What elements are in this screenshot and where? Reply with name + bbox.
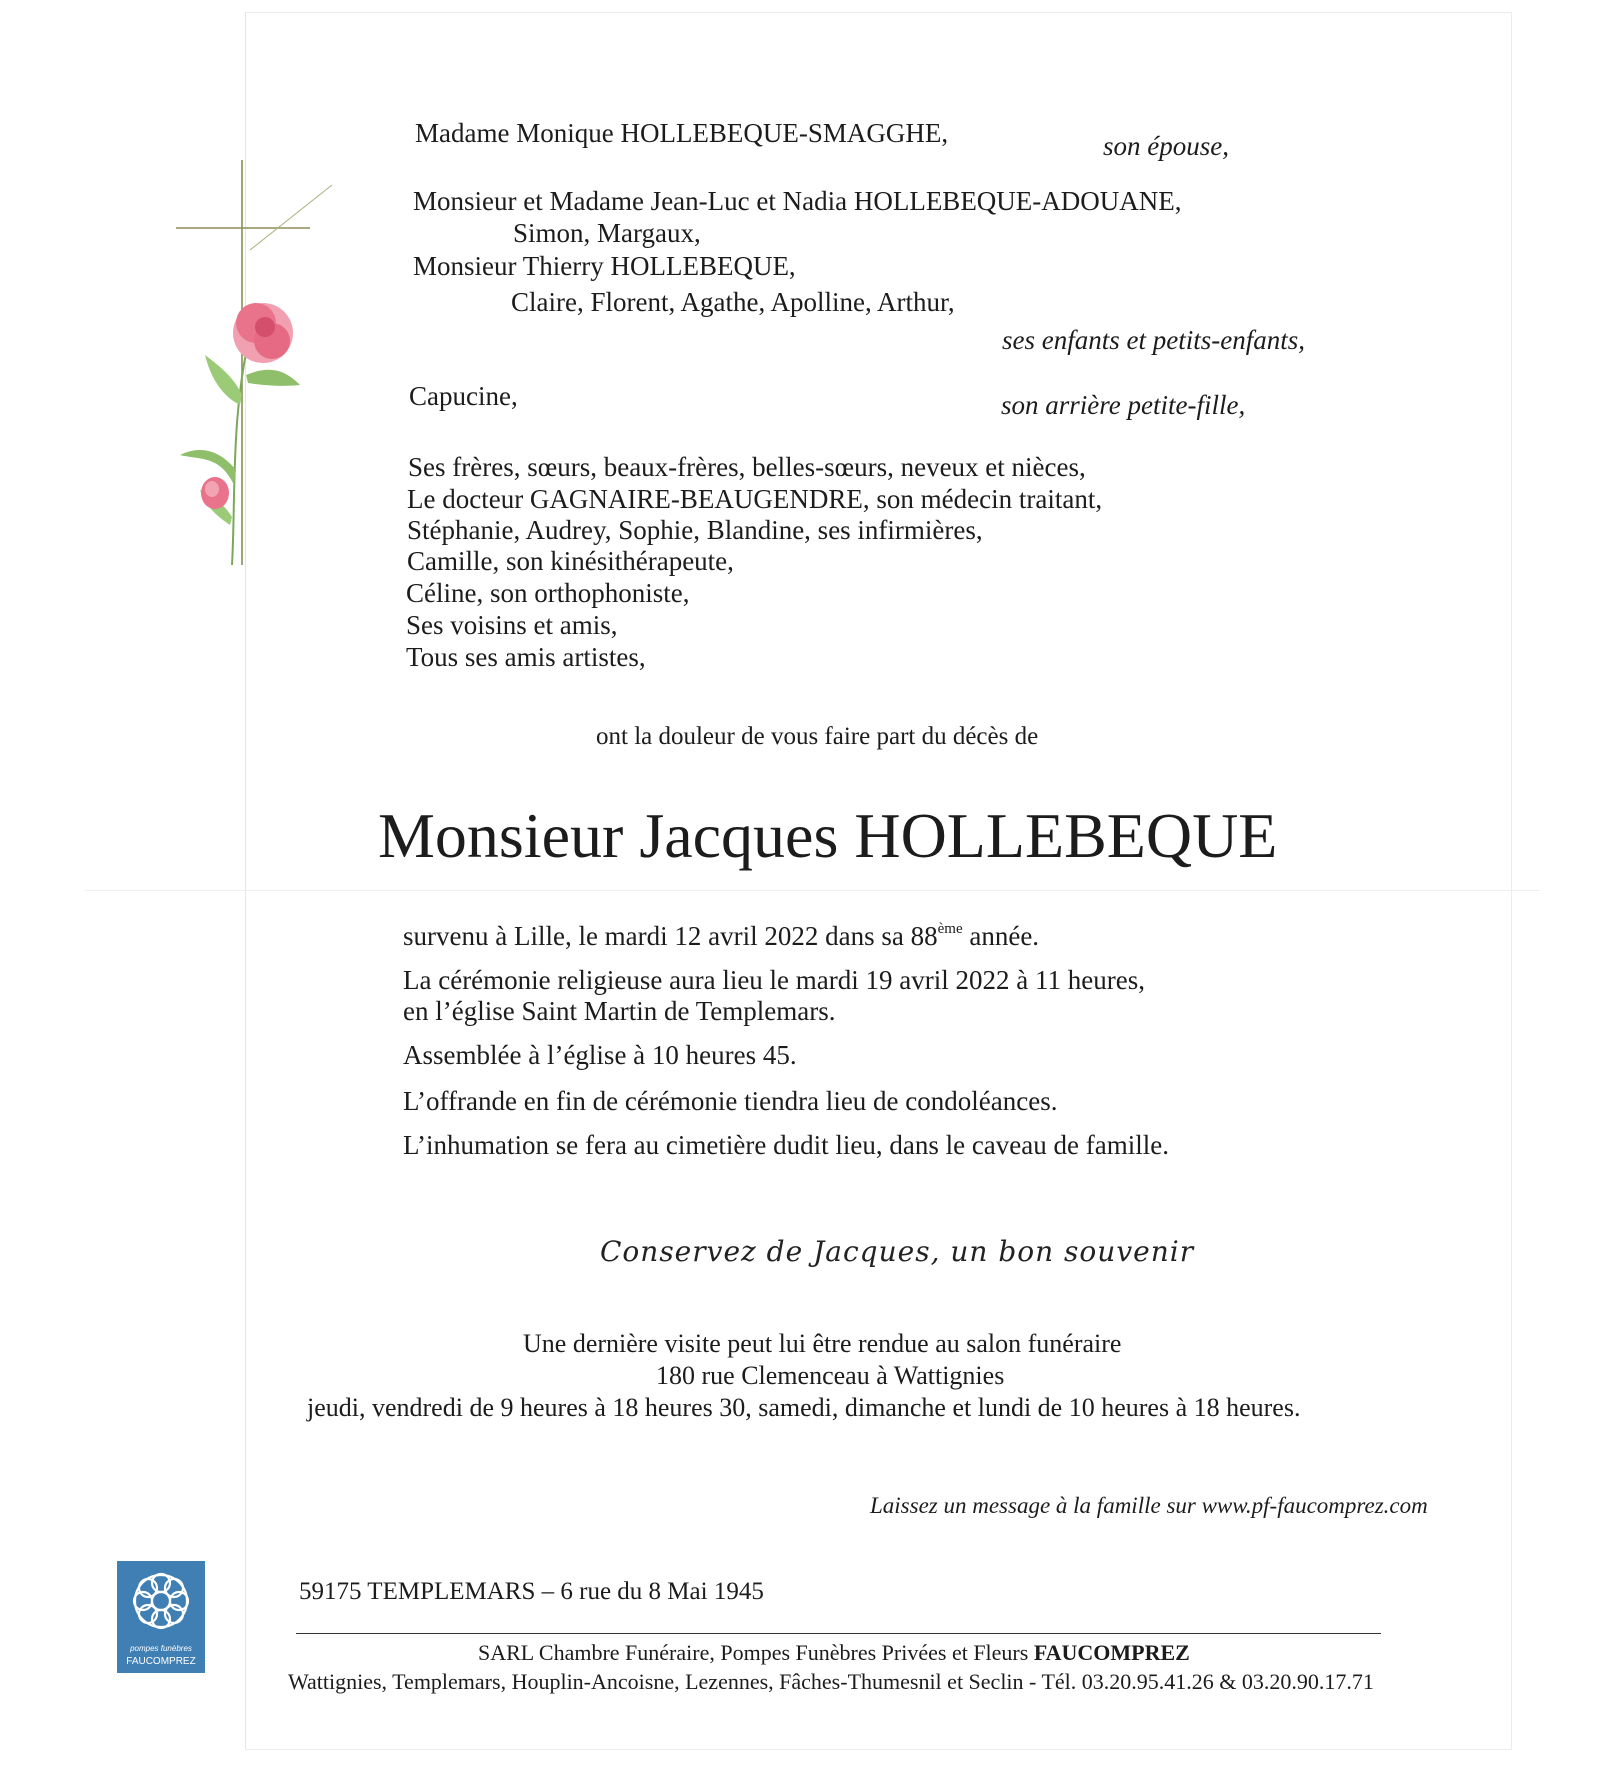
others-line: Céline, son orthophoniste, xyxy=(406,578,690,608)
ordinal-suffix: ème xyxy=(937,921,963,937)
assembly-time: Assemblée à l’église à 10 heures 45. xyxy=(403,1040,797,1070)
fold-line xyxy=(85,890,1540,891)
ceremony-location: en l’église Saint Martin de Templemars. xyxy=(403,996,836,1026)
burial-note: L’inhumation se fera au cimetière dudit lieu, dans le caveau de famille. xyxy=(403,1130,1169,1160)
others-line: Camille, son kinésithérapeute, xyxy=(407,546,734,576)
announcement: ont la douleur de vous faire part du décès de xyxy=(596,723,1039,750)
children-role: ses enfants et petits-enfants, xyxy=(1002,325,1305,355)
others-line: Ses frères, sœurs, beaux-frères, belles-sœurs, neveux et nièces, xyxy=(408,452,1086,482)
visit-line: Une dernière visite peut lui être rendue au salon funéraire xyxy=(523,1329,1122,1358)
faucomprez-logo xyxy=(117,1561,205,1673)
others-line: Stéphanie, Audrey, Sophie, Blandine, ses infirmières, xyxy=(407,515,983,545)
child1-grandchildren: Simon, Margaux, xyxy=(513,218,701,248)
ceremony-line: La cérémonie religieuse aura lieu le mardi 19 avril 2022 à 11 heures, xyxy=(403,965,1145,995)
logo-line2: FAUCOMPREZ xyxy=(126,1656,196,1667)
cross-flower-illustration xyxy=(160,155,340,575)
logo-line1: pompes funèbres xyxy=(130,1644,192,1653)
offering-note: L’offrande en fin de cérémonie tiendra lieu de condoléances. xyxy=(403,1086,1058,1116)
death-details xyxy=(403,920,1039,952)
death-details-text: survenu à Lille, le mardi 12 avril 2022 dans sa 88 xyxy=(403,921,938,951)
child1-name: Monsieur et Madame Jean-Luc et Nadia HOLLEBEQUE-ADOUANE, xyxy=(413,186,1182,216)
visit-hours: jeudi, vendredi de 9 heures à 18 heures 30, samedi, dimanche et lundi de 10 heures à 18 heures. xyxy=(307,1393,1301,1422)
online-message-note: Laissez un message à la famille sur www.pf-faucomprez.com xyxy=(870,1493,1428,1518)
address: 59175 TEMPLEMARS – 6 rue du 8 Mai 1945 xyxy=(299,1578,764,1605)
footer-rule xyxy=(296,1633,1381,1634)
footer-company xyxy=(478,1640,1190,1666)
memory-phrase: Conservez de Jacques, un bon souvenir xyxy=(600,1235,1195,1268)
great-grandchild: Capucine, xyxy=(409,381,518,411)
footer-company-name: FAUCOMPREZ xyxy=(1033,1640,1190,1665)
others-line: Le docteur GAGNAIRE-BEAUGENDRE, son médecin traitant, xyxy=(407,484,1103,514)
footer-locations: Wattignies, Templemars, Houplin-Ancoisne, Lezennes, Fâches-Thumesnil et Seclin - Tél. 03.20.95.41.26 & 03.20.90.17.71 xyxy=(288,1669,1374,1694)
spouse-role: son épouse, xyxy=(1103,131,1229,161)
logo-rosette-icon xyxy=(117,1561,205,1643)
others-line: Ses voisins et amis, xyxy=(406,610,618,640)
child2-grandchildren: Claire, Florent, Agathe, Apolline, Arthur, xyxy=(511,287,955,317)
others-line: Tous ses amis artistes, xyxy=(406,642,646,672)
visit-address: 180 rue Clemenceau à Wattignies xyxy=(656,1361,1005,1390)
great-grandchild-role: son arrière petite-fille, xyxy=(1001,390,1246,420)
death-details-end: année. xyxy=(962,921,1040,951)
cross-icon xyxy=(176,160,332,565)
deceased-name: Monsieur Jacques HOLLEBEQUE xyxy=(378,800,1278,871)
spouse-name: Madame Monique HOLLEBEQUE-SMAGGHE, xyxy=(415,118,949,148)
flower-icon xyxy=(180,303,300,565)
child2-name: Monsieur Thierry HOLLEBEQUE, xyxy=(413,251,796,281)
footer-company-text: SARL Chambre Funéraire, Pompes Funèbres Privées et Fleurs xyxy=(478,1640,1034,1665)
